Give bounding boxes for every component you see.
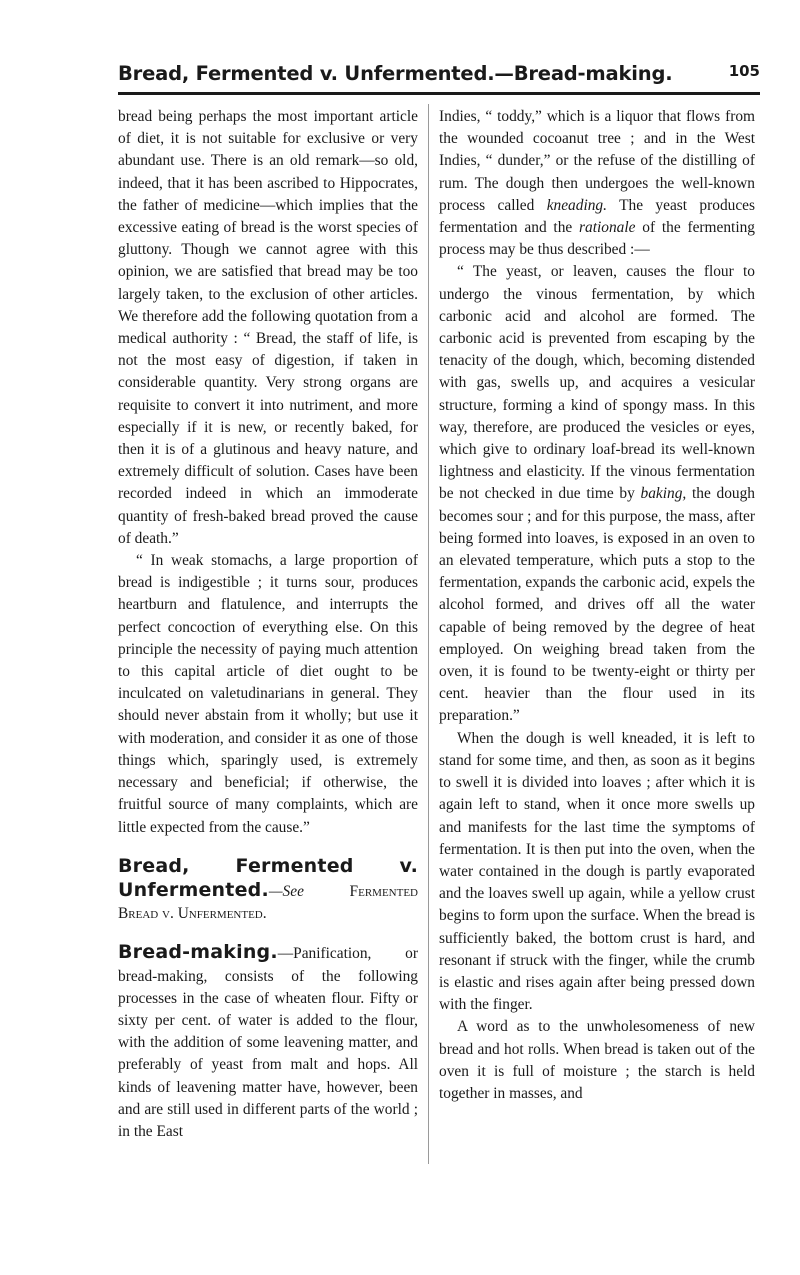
entry-text: —Panification, or bread-making, consists of the following processes in the case of wheaten flour. Fifty or sixty per cent. of water is added to the flour, with the addition of some leavening matter, and preferably of yeast from malt and hops. All kinds of leavening matter have, however, been and are still used in different parts of the world ; in the East (118, 945, 418, 1140)
entry-bread-making (118, 941, 418, 1143)
paragraph: bread being perhaps the most important article of diet, it is not suitable for exclusive or very abundant use. There is an old remark—so old, indeed, that it has been ascribed to Hippocrates, the father of medicine—which implies that the excessive eating of bread is the worst species of gluttony. Though we cannot agree with this opinion, we are satisfied that bread may be too largely taken, to the exclusion of other articles. We therefore add the following quotation from a medical authority : “ Bread, the staff of life, is not the most easy of digestion, if taken in considerable quantity. Very strong organs are requisite to convert it into nutriment, and more especially if it is new, or recently baked, for then it is of a glutinous and heavy nature, and extremely difficult of solution. Cases have been recorded indeed in which an immoderate quantity of fresh-baked bread proved the cause of death.” (118, 108, 418, 547)
text-run: of the fermenting process may be thus described :— (439, 219, 755, 259)
italic-term: rationale (579, 219, 636, 237)
text-run: the dough becomes sour ; and for this purpose, the mass, after being formed into loaves, is exposed in an oven to an elevated temperature, which puts a stop to the fermentation, expands the carbonic acid, expels the alcohol formed, and drives off all the water capable of being removed by the degree of heat employed. On weighing bread taken from the oven, it is found to be twenty-eight or thirty per cent. heavier than the flour used in its preparation.” (439, 485, 755, 725)
running-title: Bread, Fermented v. Unfermented.—Bread-making. (118, 62, 673, 85)
text-run: The yeast produces fermentation and the (439, 196, 755, 237)
paragraph (439, 261, 755, 727)
column-divider (428, 104, 429, 1164)
entry-bread-fermented (118, 855, 418, 926)
right-column (439, 106, 755, 1105)
header-rule (118, 92, 760, 95)
cross-reference: Fermented Bread v. Unfermented. (118, 882, 418, 923)
left-column (118, 106, 418, 1143)
entry-heading: Bread-making. (118, 941, 278, 964)
page-number: 105 (728, 62, 760, 80)
see-label: —See (268, 882, 304, 900)
entry-heading: Bread, Fermented v. Unfermented. (118, 854, 418, 901)
text-run: Indies, “ toddy,” which is a liquor that flows from the wounded cocoanut tree ; and in the West Indies, “ dunder,” or the refuse of the distilling of rum. The dough then undergoes the well-known process called (439, 108, 755, 214)
paragraph: When the dough is well kneaded, it is left to stand for some time, and then, as soon as it begins to swell it is divided into loaves ; after which it is again left to stand, when it once more swells up and manifests for the last time the symptoms of fermentation. It is then put into the oven, when the water contained in the dough is partly evaporated and the loaves swell up again, while a yellow crust begins to form upon the surface. When the bread is sufficiently baked, the bottom crust is hard, and resonant if struck with the finger, while the crumb is elastic and rises again after being pressed down with the finger. (439, 729, 755, 1014)
page-header (118, 62, 760, 96)
paragraph (439, 106, 755, 261)
italic-term: kneading. (546, 196, 607, 214)
paragraph: A word as to the unwholesomeness of new bread and hot rolls. When bread is taken out of the oven it is full of moisture ; the starch is held together in masses, and (439, 1018, 755, 1102)
italic-term: baking, (640, 485, 687, 503)
text-run: “ The yeast, or leaven, causes the flour to undergo the vinous fermentation, by which carbonic acid and alcohol are formed. The carbonic acid is prevented from escaping by the tenacity of the dough, which, becoming distended with gas, swells up, and acquires a vesicular structure, forming a kind of spongy mass. In this way, therefore, are produced the vesicles or eyes, which give to ordinary loaf-bread its well-known lightness and elasticity. If the vinous fermentation be not checked in due time by (439, 263, 755, 503)
paragraph: “ In weak stomachs, a large proportion of bread is indigestible ; it turns sour, produces heartburn and flatulence, and interrupts the perfect concoction of everything else. On this principle the necessity of paying much attention to this capital article of diet ought to be inculcated on valetudinarians in general. They should never abstain from it wholly; but use it with moderation, and consider it as one of those things which, sparingly used, is extremely necessary and beneficial; if otherwise, the fruitful source of many complaints, which are little expected from the cause.” (118, 552, 418, 836)
